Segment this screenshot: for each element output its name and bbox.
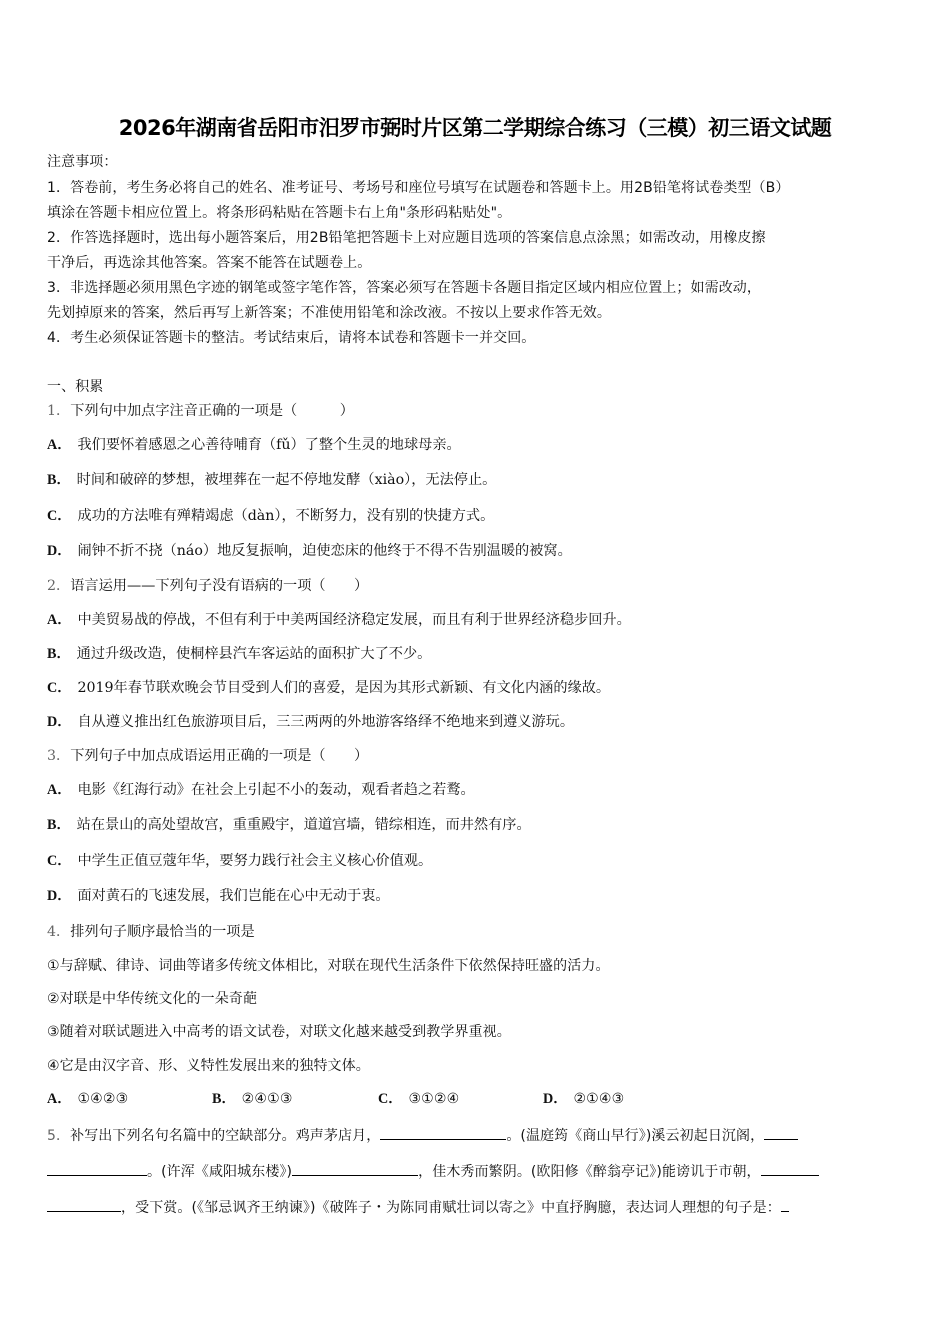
option-text: 电影《红海行动》在社会上引起不小的轰动，观看者趋之若鹜。 xyxy=(77,782,475,798)
question-text: 。(许浑《咸阳城东楼》) xyxy=(147,1164,293,1180)
question-4-sentence-3: ③随着对联试题进入中高考的语文试卷，对联文化越来越受到教学界重视。 xyxy=(47,1024,511,1040)
answer-blank[interactable] xyxy=(47,1161,147,1176)
notice-line: 先划掉原来的答案，然后再写上新答案；不准使用铅笔和涂改液。不按以上要求作答无效。 xyxy=(47,305,611,321)
question-2-option-c xyxy=(47,678,610,698)
option-text: 通过升级改造，使桐梓县汽车客运站的面积扩大了不少。 xyxy=(76,646,432,662)
option-letter: B． xyxy=(212,1091,236,1107)
question-text: 。(温庭筠《商山早行》)溪云初起日沉阁， xyxy=(506,1128,765,1144)
question-text: 下列句子中加点成语运用正确的一项是（ ） xyxy=(70,748,369,764)
notice-line: 1．答卷前，考生务必将自己的姓名、准考证号、考场号和座位号填写在试题卷和答题卡上。用2B铅笔将试卷类型（B） xyxy=(47,180,790,196)
question-5-line-1 xyxy=(47,1125,798,1146)
answer-blank[interactable] xyxy=(764,1125,798,1140)
option-letter: C． xyxy=(47,680,72,696)
answer-blank[interactable] xyxy=(292,1161,418,1176)
option-letter: C． xyxy=(378,1091,403,1107)
question-3-option-d xyxy=(47,886,390,906)
answer-blank[interactable] xyxy=(781,1197,789,1212)
question-4-sentence-4: ④它是由汉字音、形、义特性发展出来的独特文体。 xyxy=(47,1058,370,1074)
question-4-option-d xyxy=(543,1089,624,1109)
question-4-sentence-1: ①与辞赋、律诗、词曲等诸多传统文体相比，对联在现代生活条件下依然保持旺盛的活力。 xyxy=(47,958,610,974)
option-letter: A． xyxy=(47,1091,72,1107)
question-text: ，受下赏。(《邹忌讽齐王纳谏》)《破阵子・为陈同甫赋壮词以寄之》中直抒胸臆，表达词人理想的句子是： xyxy=(121,1200,781,1216)
option-letter: D． xyxy=(47,543,72,559)
option-text: ③①②④ xyxy=(408,1091,460,1107)
option-text: 站在景山的高处望故宫，重重殿宇，道道宫墙，错综相连，而井然有序。 xyxy=(76,817,531,833)
option-text: ②④①③ xyxy=(241,1091,293,1107)
option-text: 闹钟不折不挠（náo）地反复振响，迫使恋床的他终于不得不告别温暖的被窝。 xyxy=(77,543,572,559)
option-letter: A． xyxy=(47,612,72,628)
page-title: 2026年湖南省岳阳市汨罗市弼时片区第二学期综合练习（三模）初三语文试题 xyxy=(118,116,832,140)
question-5-line-2 xyxy=(47,1161,819,1182)
question-text: 补写出下列名句名篇中的空缺部分。鸡声茅店月， xyxy=(70,1128,381,1144)
notice-line: 4．考生必须保证答题卡的整洁。考试结束后，请将本试卷和答题卡一并交回。 xyxy=(47,330,536,346)
option-text: 我们要怀着感恩之心善待哺育（fǔ）了整个生灵的地球母亲。 xyxy=(77,437,461,453)
question-1-option-c xyxy=(47,506,494,526)
option-text: 中学生正值豆蔻年华，要努力践行社会主义核心价值观。 xyxy=(77,853,433,869)
question-3-stem xyxy=(47,746,368,766)
question-number: 2． xyxy=(47,578,71,594)
option-text: ②①④③ xyxy=(573,1091,625,1107)
question-text: ，佳木秀而繁阴。(欧阳修《醉翁亭记》)能谤讥于市朝， xyxy=(418,1164,761,1180)
option-letter: B． xyxy=(47,472,71,488)
question-2-option-a xyxy=(47,610,631,630)
option-letter: C． xyxy=(47,853,72,869)
question-3-option-b xyxy=(47,815,531,835)
question-2-option-d xyxy=(47,712,574,732)
notice-line: 3．非选择题必须用黑色字迹的钢笔或签字笔作答，答案必须写在答题卡各题目指定区域内相应位置上；如需改动， xyxy=(47,280,762,296)
option-letter: B． xyxy=(47,646,71,662)
notice-heading: 注意事项： xyxy=(47,154,118,170)
option-text: 2019年春节联欢晚会节目受到人们的喜爱，是因为其形式新颖、有文化内涵的缘故。 xyxy=(77,680,611,696)
option-text: 成功的方法唯有殚精竭虑（dàn），不断努力，没有别的快捷方式。 xyxy=(77,508,495,524)
question-4-option-b xyxy=(212,1089,293,1109)
question-text: 排列句子顺序最恰当的一项是 xyxy=(70,924,255,940)
question-4-option-c xyxy=(378,1089,459,1109)
question-4-sentence-2: ②对联是中华传统文化的一朵奇葩 xyxy=(47,991,258,1007)
answer-blank[interactable] xyxy=(380,1125,506,1140)
question-1-option-d xyxy=(47,541,572,561)
option-letter: A． xyxy=(47,782,72,798)
question-2-stem xyxy=(47,576,368,596)
question-text: 下列句中加点字注音正确的一项是（ ） xyxy=(70,403,354,419)
question-4-stem xyxy=(47,922,255,942)
option-letter: D． xyxy=(47,714,72,730)
option-letter: D． xyxy=(543,1091,568,1107)
option-text: 中美贸易战的停战，不但有利于中美两国经济稳定发展，而且有利于世界经济稳步回升。 xyxy=(77,612,631,628)
option-letter: C． xyxy=(47,508,72,524)
notice-line: 填涂在答题卡相应位置上。将条形码粘贴在答题卡右上角"条形码粘贴处"。 xyxy=(47,205,512,221)
question-1-option-b xyxy=(47,470,496,490)
option-letter: B． xyxy=(47,817,71,833)
question-text: 语言运用——下列句子没有语病的一项（ ） xyxy=(70,578,369,594)
question-1-stem xyxy=(47,401,354,421)
notice-line: 干净后，再选涂其他答案。答案不能答在试题卷上。 xyxy=(47,255,372,271)
option-letter: D． xyxy=(47,888,72,904)
option-text: ①④②③ xyxy=(77,1091,129,1107)
section-heading: 一、积累 xyxy=(47,379,104,395)
answer-blank[interactable] xyxy=(761,1161,819,1176)
question-3-option-a xyxy=(47,780,475,800)
question-number: 4． xyxy=(47,924,71,940)
notice-line: 2．作答选择题时，选出每小题答案后，用2B铅笔把答题卡上对应题目选项的答案信息点涂黑；如需改动，用橡皮擦 xyxy=(47,230,766,246)
answer-blank[interactable] xyxy=(47,1197,121,1212)
question-5-line-3 xyxy=(47,1197,789,1218)
question-1-option-a xyxy=(47,435,461,455)
question-number: 1． xyxy=(47,403,71,419)
question-number: 5． xyxy=(47,1128,71,1144)
question-2-option-b xyxy=(47,644,431,664)
option-letter: A． xyxy=(47,437,72,453)
question-3-option-c xyxy=(47,851,432,871)
option-text: 面对黄石的飞速发展，我们岂能在心中无动于衷。 xyxy=(77,888,390,904)
question-4-option-a xyxy=(47,1089,128,1109)
option-text: 自从遵义推出红色旅游项目后，三三两两的外地游客络绎不绝地来到遵义游玩。 xyxy=(77,714,575,730)
option-text: 时间和破碎的梦想，被埋葬在一起不停地发酵（xiào），无法停止。 xyxy=(76,472,497,488)
question-number: 3． xyxy=(47,748,71,764)
